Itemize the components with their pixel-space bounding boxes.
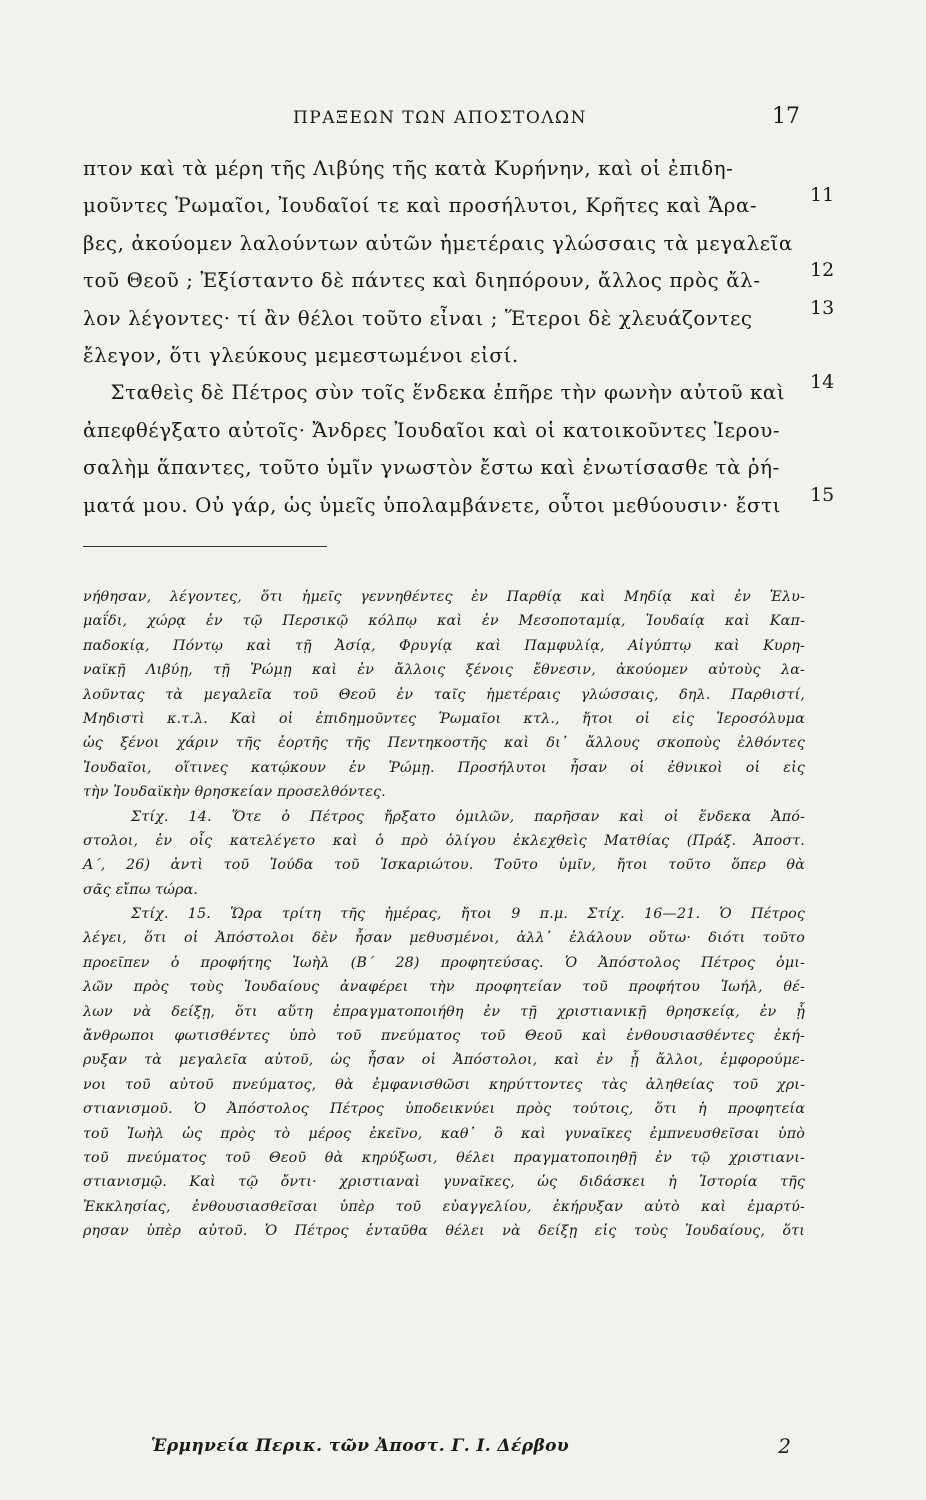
- note-line: ἄνθρωποι φωτισθέντες ὑπὸ τοῦ πνεύματος τοῦ Θεοῦ καὶ ἐνθουσιασθέντες ἐκή-: [83, 1028, 805, 1045]
- verse-number: 15: [810, 483, 835, 506]
- commentary-notes: [83, 585, 805, 1244]
- note-line: μαΐδι, χώρᾳ ἐν τῷ Περσικῷ κόλπῳ καὶ ἐν Μεσοποταμίᾳ, Ἰουδαίᾳ καὶ Καπ-: [83, 613, 805, 630]
- main-line-text: λον λέγοντες· τί ἂν θέλοι τοῦτο εἶναι ; Ἕτεροι δὲ χλευάζοντες: [83, 306, 753, 330]
- note-line: λων νὰ δείξῃ, ὅτι αὕτη ἐπραγματοποιήθη ἐν τῇ χριστιανικῇ θρησκείᾳ, ἐν ᾗ: [83, 1003, 805, 1020]
- signature-mark: Ἑρμηνεία Περικ. τῶν Ἀποστ. Γ. Ι. Δέρβου: [151, 1436, 570, 1456]
- note-line: λοῦντας τὰ μεγαλεῖα τοῦ Θεοῦ ἐν ταῖς ἡμετέραις γλώσσαις, δηλ. Παρθιστί,: [83, 686, 805, 703]
- main-text-line: [83, 225, 803, 262]
- note-line: νοι τοῦ αὐτοῦ πνεύματος, θὰ ἐμφανισθῶσι κηρύττοντες τὰς ἀληθείας τοῦ χρι-: [83, 1076, 805, 1093]
- main-text-line: [83, 259, 835, 299]
- note-line: Ἰουδαῖοι, οἵτινες κατῴκουν ἐν Ῥώμῃ. Προσήλυτοι ἦσαν οἱ ἐθνικοὶ οἱ εἰς: [83, 759, 805, 776]
- note-line: λῶν πρὸς τοὺς Ἰουδαίους ἀναφέρει τὴν προφητείαν τοῦ προφήτου Ἰωήλ, θέ-: [83, 979, 805, 996]
- note-line: Στίχ. 14. Ὅτε ὁ Πέτρος ἤρξατο ὁμιλῶν, παρῆσαν καὶ οἱ ἕνδεκα Ἀπό-: [131, 808, 805, 825]
- note-line: Στίχ. 15. Ὥρα τρίτη τῆς ἡμέρας, ἤτοι 9 π.μ. Στίχ. 16—21. Ὁ Πέτρος: [131, 906, 805, 923]
- main-text: [83, 150, 835, 524]
- note-line: τὴν Ἰουδαϊκὴν θρησκείαν προσελθόντες.: [83, 784, 386, 801]
- main-text-line: [83, 483, 835, 524]
- main-line-text: ματά μου. Οὐ γάρ, ὡς ὑμεῖς ὑπολαμβάνετε, οὗτοι μεθύουσιν· ἔστι: [83, 493, 782, 517]
- note-line: λέγει, ὅτι οἱ Ἀπόστολοι δὲν ἦσαν μεθυσμένοι, ἀλλ᾽ ἐλάλουν οὕτω· διότι τοῦτο: [83, 930, 805, 947]
- main-text-line: [83, 184, 835, 224]
- page-number: 17: [772, 104, 800, 129]
- main-line-text: ἀπεφθέγξατο αὐτοῖς· Ἄνδρες Ἰουδαῖοι καὶ οἱ κατοικοῦντες Ἱερου-: [83, 418, 781, 442]
- main-text-line: [83, 150, 803, 187]
- note-line: ναϊκῇ Λιβύῃ, τῇ Ῥώμῃ καὶ ἐν ἄλλοις ξένοις ἔθνεσιν, ἀκούομεν αὐτοὺς λα-: [83, 662, 805, 679]
- note-line: σᾶς εἴπω τώρα.: [83, 881, 199, 898]
- verse-number: 13: [810, 296, 835, 319]
- main-line-text: μοῦντες Ῥωμαῖοι, Ἰουδαῖοί τε καὶ προσήλυτοι, Κρῆτες καὶ Ἄρα-: [83, 194, 758, 218]
- verse-number: 12: [810, 259, 835, 282]
- note-line: ρησαν ὑπὲρ αὐτοῦ. Ὁ Πέτρος ἐνταῦθα θέλει νὰ δείξῃ εἰς τοὺς Ἰουδαίους, ὅτι: [83, 1223, 805, 1240]
- note-line: ὡς ξένοι χάριν τῆς ἑορτῆς τῆς Πεντηκοστῆς καὶ δι᾽ ἄλλους σκοποὺς ἐλθόντες: [83, 735, 805, 752]
- note-line: παδοκίᾳ, Πόντῳ καὶ τῇ Ἀσίᾳ, Φρυγίᾳ καὶ Παμφυλίᾳ, Αἰγύπτῳ καὶ Κυρη-: [83, 637, 805, 654]
- sheet-number: 2: [778, 1434, 791, 1458]
- main-text-line: [83, 449, 803, 486]
- verse-number: 14: [810, 371, 835, 394]
- footnote-rule: [83, 546, 327, 547]
- note-line: στολοι, ἐν οἷς κατελέγετο καὶ ὁ πρὸ ὀλίγου ἐκλεχθεὶς Ματθίας (Πράξ. Ἀποστ.: [83, 832, 805, 849]
- main-text-line: [83, 337, 803, 374]
- main-line-text: πτον καὶ τὰ μέρη τῆς Λιβύης τῆς κατὰ Κυρήνην, καὶ οἱ ἐπιδη-: [83, 157, 734, 180]
- note-line: τοῦ Ἰωὴλ ὡς πρὸς τὸ μέρος ἐκεῖνο, καθ᾽ ὃ καὶ γυναῖκες ἐμπνευσθεῖσαι ὑπὸ: [83, 1125, 805, 1142]
- main-line-text: τοῦ Θεοῦ ; Ἐξίσταντο δὲ πάντες καὶ διηπόρουν, ἄλλος πρὸς ἄλ-: [83, 269, 761, 293]
- main-line-text: βες, ἀκούομεν λαλούντων αὐτῶν ἡμετέραις γλώσσαις τὰ μεγαλεῖα: [83, 231, 793, 255]
- note-line: προεῖπεν ὁ προφήτης Ἰωὴλ (Β΄ 28) προφητεύσας. Ὁ Ἀπόστολος Πέτρος ὁμι-: [83, 954, 805, 971]
- main-line-text: Σταθεὶς δὲ Πέτρος σὺν τοῖς ἕνδεκα ἐπῆρε τὴν φωνὴν αὐτοῦ καὶ: [83, 381, 786, 405]
- main-text-line: [83, 412, 803, 449]
- note-line: νήθησαν, λέγοντες, ὅτι ἡμεῖς γεννηθέντες ἐν Παρθίᾳ καὶ Μηδίᾳ καὶ ἐν Ἐλυ-: [83, 589, 805, 605]
- note-line: Α΄, 26) ἀντὶ τοῦ Ἰούδα τοῦ Ἰσκαριώτου. Τοῦτο ὑμῖν, ἤτοι τοῦτο ὅπερ θὰ: [83, 857, 805, 874]
- note-line: ρυξαν τὰ μεγαλεῖα αὐτοῦ, ὡς ἦσαν οἱ Ἀπόστολοι, καὶ ἐν ᾗ ἄλλοι, ἐμφορούμε-: [83, 1052, 805, 1069]
- note-line: στιανισμοῦ. Ὁ Ἀπόστολος Πέτρος ὑποδεικνύει πρὸς τούτοις, ὅτι ἡ προφητεία: [83, 1101, 805, 1118]
- verse-number: 11: [810, 184, 835, 207]
- note-line: τοῦ πνεύματος τοῦ Θεοῦ θὰ κηρύξωσι, θέλει πραγματοποιηθῇ ἐν τῷ χριστιανι-: [83, 1149, 805, 1166]
- note-line: Ἐκκλησίας, ἐνθουσιασθεῖσαι ὑπὲρ τοῦ εὐαγγελίου, ἐκήρυξαν αὐτὸ καὶ ἐμαρτύ-: [83, 1198, 805, 1215]
- main-text-line: [83, 371, 835, 411]
- main-line-text: ἔλεγον, ὅτι γλεύκους μεμεστωμένοι εἰσί.: [83, 343, 519, 367]
- main-line-text: σαλὴμ ἅπαντες, τοῦτο ὑμῖν γνωστὸν ἔστω καὶ ἐνωτίσασθε τὰ ῥή-: [83, 456, 780, 480]
- running-head: [80, 104, 800, 134]
- running-title: ΠΡΑΞΕΩΝ ΤΩΝ ΑΠΟΣΤΟΛΩΝ: [292, 108, 588, 128]
- main-text-line: [83, 296, 835, 337]
- note-line: Μηδιστὶ κ.τ.λ. Καὶ οἱ ἐπιδημοῦντες Ῥωμαῖοι κτλ., ἤτοι οἱ εἰς Ἱεροσόλυμα: [83, 710, 805, 727]
- note-line: στιανισμῷ. Καὶ τῷ ὄντι· χριστιαναὶ γυναῖκες, ὡς διδάσκει ἡ Ἱστορία τῆς: [83, 1174, 805, 1191]
- page-footer: [151, 1436, 791, 1466]
